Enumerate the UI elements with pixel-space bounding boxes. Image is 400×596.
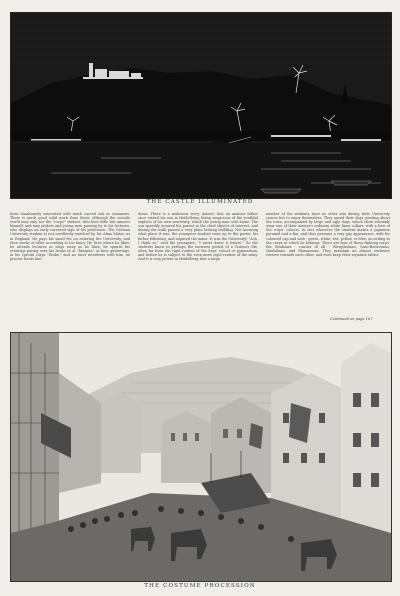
- article-column-1: been handsomely renovated with much carved oak as ornament. There is much good solid work done there, although the outside world may only see the "corps" student, who lives little but amuses himself, and may pickets and young men passing by to his lectures, who displays an early careered sign of his profession. The German University student is not needlessly watched by his Alma Mater, as in England. He pays his small fee on entering the University, and then works or idles according to his fancy. He lives where he likes; he attends lectures or stays away as he likes; he spends his evenings poring over his books or at "kneipen" or beer gatherings, in his special corps "Stube," and no tutor interferes with him, no proctor hunts him: [10, 212, 130, 262]
- continued-note: Continued on page 167.: [330, 317, 374, 321]
- bottom-figure-caption: THE COSTUME PROCESSION: [144, 583, 256, 589]
- article-column-3: number of the students have no other aim during their University course but to enjoy themselves. They spend their days jousting about the town, accompanied by large and ugly dogs, which often solemnly wear one of their master's ordinary white linen collars, with a bow of the corps' colours. In fact wherever the student makes a Japanese pyramid and a fan, and thus presents a very gay appearance, with his coloured cap and sash - green, white, red, yellow, or blue, according to the corps to which he belongs. There are four of these fighting corps, the Swabians - consist of all - Westphalians, Saxo-Borussians, Vandalians, and Rhenanians. They maintain an almost exclusive reserve towards each other, and even keep their separate tables: [266, 212, 390, 257]
- castle-illuminated-engraving: [10, 12, 392, 199]
- top-figure-caption: THE CASTLE ILLUMINATED: [146, 199, 254, 205]
- costume-procession-engraving: [10, 332, 392, 582]
- article-column-2: down. There is a malicious story, indeed, that an anxious father once visited his son in Heidelberg, being suspicious of the youthful exploits of his own university, which the young man sent home. The son speedily assured his parent in the chief objects of interest, and during the walk passed a very plain looking building. Not knowing what place it was, the youngster student went up to the porter, his father following, and inquired the name. It was the University! "Ach, I think so," said the youngster; "I never knew it before." So the students know in perhaps the merriest period of a Teuton's life, often far from the rigid routine of the boys' school or gymnasium, and before he is subject to the even more rigid routine of the army. And it is very potent in Heidelberg that a large: [138, 212, 258, 262]
